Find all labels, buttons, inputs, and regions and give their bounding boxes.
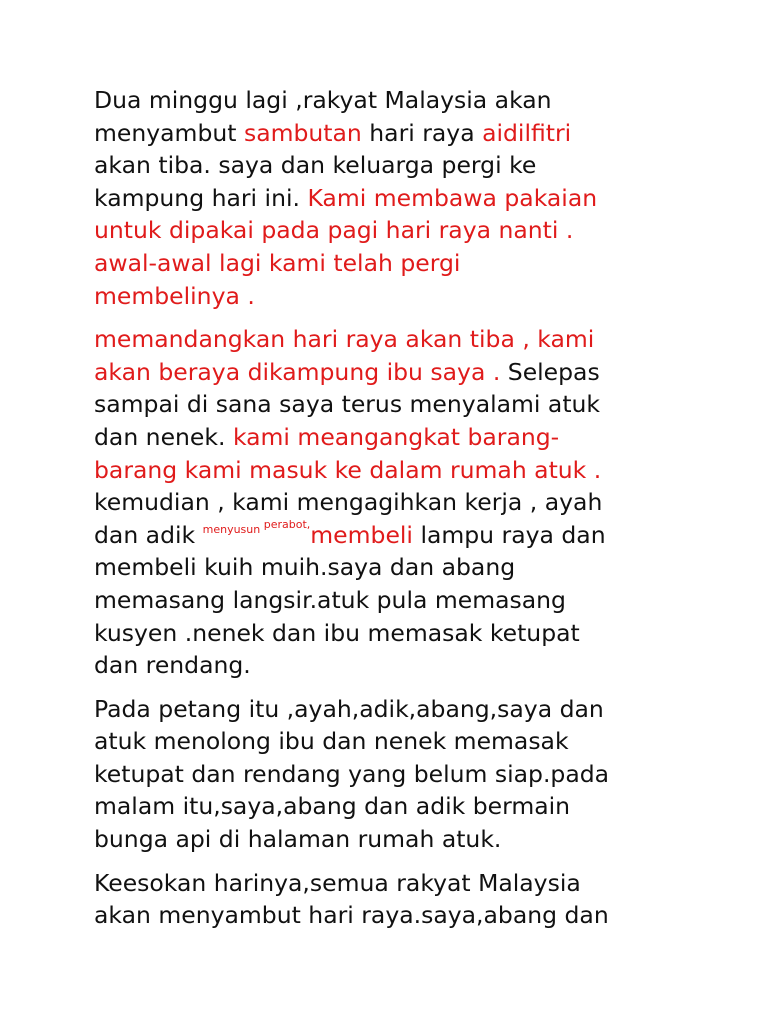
body-text: dan rendang.: [94, 651, 251, 680]
document-body: [94, 84, 714, 943]
text-line: [94, 693, 714, 726]
body-text: Keesokan harinya,semua rakyat Malaysia: [94, 868, 581, 897]
highlighted-text: perabot,: [260, 517, 311, 531]
body-text: Pada petang itu ,ayah,adik,abang,saya dan: [94, 694, 604, 723]
body-text: dan nenek.: [94, 422, 233, 451]
highlighted-text: awal-awal lagi kami telah pergi: [94, 248, 461, 277]
body-text: malam itu,saya,abang dan adik bermain: [94, 792, 571, 821]
highlighted-text: membeli: [310, 520, 413, 549]
body-text: bunga api di halaman rumah atuk.: [94, 825, 502, 854]
body-text: kampung hari ini.: [94, 183, 308, 212]
paragraph: [94, 693, 714, 856]
text-line: [94, 584, 714, 617]
text-line: [94, 899, 714, 932]
text-line: [94, 356, 714, 389]
text-line: [94, 280, 714, 313]
body-text: lampu raya dan: [412, 520, 606, 549]
highlighted-text: aidilfitri: [482, 118, 572, 147]
paragraph: [94, 323, 714, 682]
text-line: [94, 247, 714, 280]
text-line: [94, 551, 714, 584]
paragraph: [94, 84, 714, 312]
text-line: [94, 149, 714, 182]
text-line: [94, 84, 714, 117]
text-line: [94, 117, 714, 150]
text-line: [94, 421, 714, 454]
body-text: memasang langsir.atuk pula memasang: [94, 585, 566, 614]
highlighted-text: kami meangangkat barang-: [232, 422, 560, 451]
highlighted-text: memandangkan hari raya akan tiba , kami: [94, 325, 595, 354]
body-text: dan adik: [94, 520, 203, 549]
body-text: membeli kuih muih.saya dan abang: [94, 553, 516, 582]
text-line: [94, 519, 714, 552]
text-line: [94, 823, 714, 856]
body-text: menyambut: [94, 118, 244, 147]
body-text: ketupat dan rendang yang belum siap.pada: [94, 759, 610, 788]
body-text: kusyen .nenek dan ibu memasak ketupat: [94, 618, 580, 647]
text-line: [94, 790, 714, 823]
highlighted-text: untuk dipakai pada pagi hari raya nanti .: [94, 216, 574, 245]
text-line: [94, 388, 714, 421]
text-line: [94, 758, 714, 791]
highlighted-text: Kami membawa pakaian: [307, 183, 598, 212]
body-text: Dua minggu lagi ,rakyat Malaysia akan: [94, 86, 552, 114]
text-line: [94, 617, 714, 650]
body-text: sampai di sana saya terus menyalami atuk: [94, 390, 601, 419]
highlighted-text: sambutan: [243, 118, 362, 147]
body-text: kemudian , kami mengagihkan kerja , ayah: [94, 488, 603, 517]
text-line: [94, 323, 714, 356]
body-text: akan tiba. saya dan keluarga pergi ke: [94, 151, 537, 180]
paragraph: [94, 867, 714, 932]
text-line: [94, 486, 714, 519]
body-text: hari raya: [361, 118, 483, 147]
body-text: atuk menolong ibu dan nenek memasak: [94, 727, 569, 756]
text-line: [94, 867, 714, 900]
highlighted-text: menyusun: [202, 522, 261, 536]
text-line: [94, 725, 714, 758]
body-text: akan menyambut hari raya.saya,abang dan: [94, 901, 609, 930]
text-line: [94, 214, 714, 247]
highlighted-text: barang kami masuk ke dalam rumah atuk .: [94, 455, 602, 484]
body-text: Selepas: [500, 357, 600, 386]
text-line: [94, 454, 714, 487]
highlighted-text: akan beraya dikampung ibu saya .: [94, 357, 501, 386]
text-line: [94, 649, 714, 682]
highlighted-text: membelinya .: [94, 281, 255, 310]
text-line: [94, 182, 714, 215]
